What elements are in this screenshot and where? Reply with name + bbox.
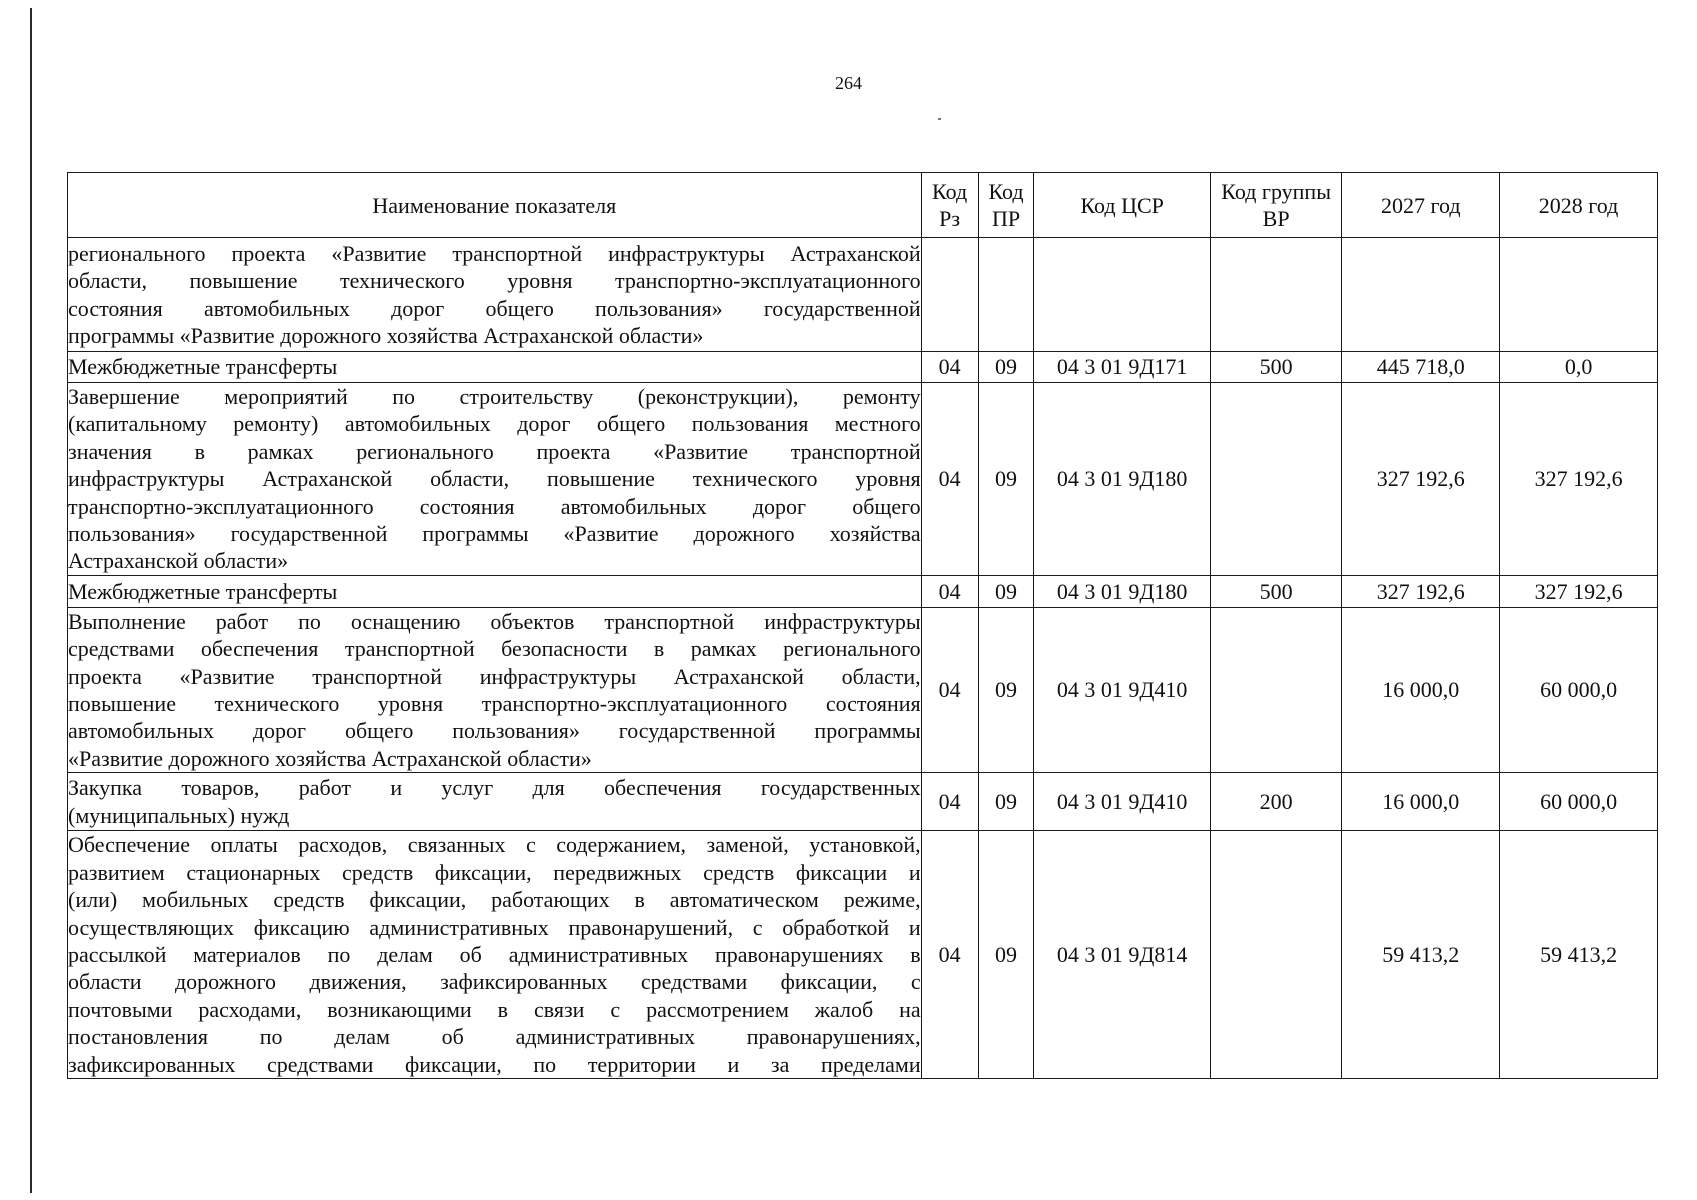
cell-2027: 16 000,0: [1342, 607, 1500, 772]
row-name-line: развитием стационарных средств фиксации, передвижных средств фиксации и: [68, 859, 921, 885]
budget-table: [67, 172, 1658, 1079]
table-header-row: [68, 173, 1658, 238]
row-name-line: автомобильных дорог общего пользования» государственной программы: [68, 718, 921, 744]
row-name-line: Выполнение работ по оснащению объектов транспортной инфраструктуры: [68, 608, 921, 634]
cell-csr: 04 3 01 9Д410: [1034, 607, 1210, 772]
cell-2028: 60 000,0: [1500, 607, 1658, 772]
cell-rz: 04: [921, 575, 978, 607]
cell-2028: 59 413,2: [1500, 831, 1658, 1079]
cell-vr: [1210, 383, 1341, 576]
row-name-line: Межбюджетные трансферты: [68, 354, 338, 380]
row-name-line: повышение технического уровня транспортно-эксплуатационного состояния: [68, 691, 921, 717]
cell-vr: 500: [1210, 575, 1341, 607]
row-name-cell: [68, 238, 922, 352]
header-rz: Код Рз: [921, 173, 978, 238]
cell-csr: [1034, 238, 1210, 352]
binding-edge-line: [30, 8, 32, 1193]
table-row: [68, 352, 1658, 383]
cell-rz: 04: [921, 607, 978, 772]
row-name-line: программы «Развитие дорожного хозяйства Астраханской области»: [68, 322, 704, 348]
row-name-cell: [68, 383, 922, 576]
header-csr: Код ЦСР: [1034, 173, 1210, 238]
row-name-line: (муниципальных) нужд: [68, 802, 290, 828]
cell-vr: [1210, 831, 1341, 1079]
table-row: [68, 383, 1658, 576]
cell-2027: 327 192,6: [1342, 575, 1500, 607]
header-vr: Код группы ВР: [1210, 173, 1341, 238]
row-name-line: области дорожного движения, зафиксированных средствами фиксации, с: [68, 969, 921, 995]
cell-pr: 09: [978, 575, 1034, 607]
row-name-line: Обеспечение оплаты расходов, связанных с содержанием, заменой, установкой,: [68, 832, 921, 858]
table-row: [68, 831, 1658, 1079]
header-pr: Код ПР: [978, 173, 1034, 238]
row-name-line: постановления по делам об административных правонарушениях,: [68, 1024, 921, 1050]
row-name-cell: [68, 773, 922, 831]
cell-2028: 60 000,0: [1500, 773, 1658, 831]
cell-csr: 04 3 01 9Д180: [1034, 575, 1210, 607]
cell-2027: 327 192,6: [1342, 383, 1500, 576]
cell-2028: 0,0: [1500, 352, 1658, 383]
cell-2027: 59 413,2: [1342, 831, 1500, 1079]
row-name-line: пользования» государственной программы «Развитие дорожного хозяйства: [68, 521, 921, 547]
cell-csr: 04 3 01 9Д171: [1034, 352, 1210, 383]
cell-2027: 445 718,0: [1342, 352, 1500, 383]
cell-rz: 04: [921, 831, 978, 1079]
row-name-line: Завершение мероприятий по строительству (реконструкции), ремонту: [68, 384, 921, 409]
table-row: [68, 773, 1658, 831]
cell-2028: [1500, 238, 1658, 352]
cell-2028: 327 192,6: [1500, 383, 1658, 576]
row-name-line: «Развитие дорожного хозяйства Астраханской области»: [68, 745, 592, 771]
cell-rz: [921, 238, 978, 352]
row-name-line: почтовыми расходами, возникающими в связи с рассмотрением жалоб на: [68, 996, 921, 1022]
scan-speck: [938, 118, 941, 120]
row-name-line: области, повышение технического уровня транспортно-эксплуатационного: [68, 268, 921, 294]
row-name-line: инфраструктуры Астраханской области, повышение технического уровня: [68, 466, 921, 492]
cell-rz: 04: [921, 773, 978, 831]
cell-csr: 04 3 01 9Д180: [1034, 383, 1210, 576]
cell-vr: 200: [1210, 773, 1341, 831]
row-name-cell: [68, 575, 922, 607]
header-2028: 2028 год: [1500, 173, 1658, 238]
table-row: [68, 575, 1658, 607]
table-row: [68, 238, 1658, 352]
row-name-cell: [68, 831, 922, 1079]
row-name-line: осуществляющих фиксацию административных правонарушений, с обработкой и: [68, 914, 921, 940]
row-name-line: рассылкой материалов по делам об административных правонарушениях в: [68, 941, 921, 967]
row-name-line: средствами обеспечения транспортной безопасности в рамках регионального: [68, 636, 921, 662]
row-name-line: регионального проекта «Развитие транспортной инфраструктуры Астраханской: [68, 240, 921, 266]
cell-2027: 16 000,0: [1342, 773, 1500, 831]
cell-pr: 09: [978, 773, 1034, 831]
row-name-line: Закупка товаров, работ и услуг для обеспечения государственных: [68, 775, 921, 801]
page-number: 264: [835, 73, 862, 93]
row-name-cell: [68, 607, 922, 772]
header-2027: 2027 год: [1342, 173, 1500, 238]
row-name-line: (капитальному ремонту) автомобильных дорог общего пользования местного: [68, 411, 921, 437]
row-name-line: зафиксированных средствами фиксации, по территории и за пределами: [68, 1051, 921, 1077]
cell-pr: 09: [978, 607, 1034, 772]
cell-pr: [978, 238, 1034, 352]
cell-2027: [1342, 238, 1500, 352]
cell-2028: 327 192,6: [1500, 575, 1658, 607]
cell-pr: 09: [978, 831, 1034, 1079]
cell-vr: [1210, 607, 1341, 772]
cell-vr: 500: [1210, 352, 1341, 383]
row-name-line: транспортно-эксплуатационного состояния автомобильных дорог общего: [68, 493, 921, 519]
header-name: Наименование показателя: [68, 173, 922, 238]
cell-pr: 09: [978, 383, 1034, 576]
table-row: [68, 607, 1658, 772]
row-name-cell: [68, 352, 922, 383]
cell-vr: [1210, 238, 1341, 352]
cell-rz: 04: [921, 352, 978, 383]
row-name-line: Межбюджетные трансферты: [68, 578, 338, 604]
cell-csr: 04 3 01 9Д814: [1034, 831, 1210, 1079]
cell-rz: 04: [921, 383, 978, 576]
cell-csr: 04 3 01 9Д410: [1034, 773, 1210, 831]
row-name-line: проекта «Развитие транспортной инфраструктуры Астраханской области,: [68, 663, 921, 689]
row-name-line: Астраханской области»: [68, 548, 289, 574]
row-name-line: (или) мобильных средств фиксации, работающих в автоматическом режиме,: [68, 887, 921, 913]
cell-pr: 09: [978, 352, 1034, 383]
row-name-line: значения в рамках регионального проекта «Развитие транспортной: [68, 438, 921, 464]
row-name-line: состояния автомобильных дорог общего пользования» государственной: [68, 295, 921, 321]
